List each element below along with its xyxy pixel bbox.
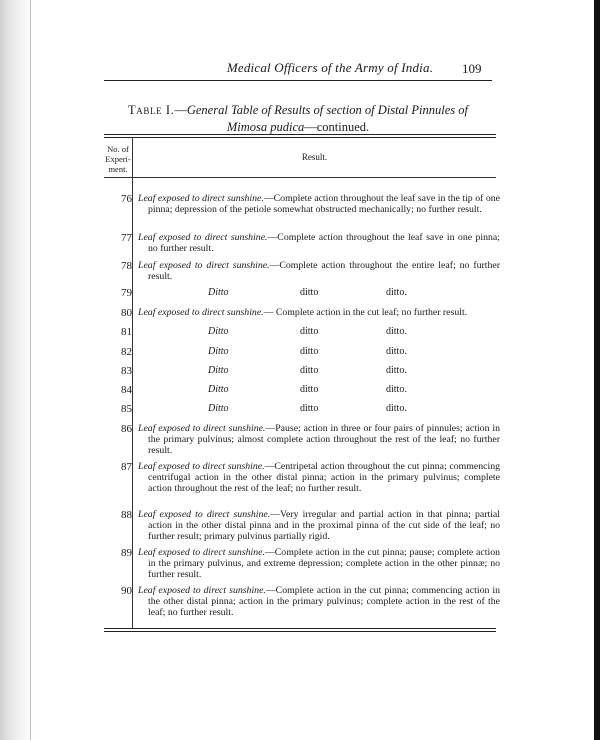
ditto-cell: Ditto [208,287,229,298]
ditto-cell: ditto. [386,384,407,395]
experiment-number: 85 [121,403,132,415]
table-title-main: General Table of Results of section of Distal Pinnules of [186,103,468,117]
experiment-number: 76 [121,193,132,205]
result-lead: Leaf exposed to direct sunshine. [138,461,265,472]
ditto-cell: ditto. [386,326,407,337]
experiment-number: 84 [121,384,132,396]
scanned-page-edge [0,0,34,740]
result-lead: Leaf exposed to direct sunshine. [138,307,264,318]
result-lead: Leaf exposed to direct sunshine. [138,547,265,558]
ditto-cell: ditto [300,403,319,414]
experiment-number: 81 [121,326,132,338]
result-lead: Leaf exposed to direct sunshine. [138,509,271,520]
page-number: 109 [462,61,482,76]
result-text [138,509,500,542]
result-lead: Leaf exposed to direct sunshine. [138,423,266,434]
result-text [138,423,500,456]
result-body: —Complete action throughout the leaf save in one pinna; no further result. [148,232,500,254]
result-body: —Centripetal action throughout the cut pinna; commencing centrifugal action in the other distal pinna; action in the primary pulvinus; complete action throughout the rest of the leaf; no further result. [148,461,500,494]
result-text [138,585,500,618]
result-text [138,260,500,282]
result-text [138,461,500,494]
result-body: —Complete action in the cut pinna; commencing action in the other distal pinna; action in the primary pulvinus; complete action in the rest of the leaf; no further result. [148,585,500,618]
ditto-cell: ditto [300,326,319,337]
ditto-cell: Ditto [208,326,229,337]
result-text [138,193,500,215]
scan-border [594,0,600,740]
ditto-cell: Ditto [208,365,229,376]
header-rule [104,80,492,81]
experiment-number: 88 [121,509,132,521]
ditto-cell: Ditto [208,403,229,414]
table-title-dash: — [174,103,187,117]
result-body: —Pause; action in three or four pairs of pinnules; action in the primary pulvinus; almost complete action throughout the rest of the leaf; no further result. [148,423,500,456]
result-body: —Very irregular and partial action in that pinna; partial action in the other distal pinna and in the proximal pinna of the cut side of the leaf; no further result; primary pulvinus partially rigid. [148,509,500,542]
experiment-number: 87 [121,461,132,473]
table-label: Table I. [128,103,175,117]
result-lead: Leaf exposed to direct sunshine. [138,193,264,204]
table-title [104,102,492,136]
ditto-cell: Ditto [208,384,229,395]
result-text [138,547,500,580]
experiment-number: 90 [121,585,132,597]
ditto-cell: ditto. [386,403,407,414]
result-body: — Complete action in the cut leaf; no further result. [263,307,468,318]
column-divider [132,138,133,628]
result-lead: Leaf exposed to direct sunshine. [138,260,270,271]
ditto-cell: ditto [300,365,319,376]
experiment-number: 79 [121,287,132,299]
result-body: —Complete action in the cut pinna; pause; complete action in the primary pulvinus, and extreme depression; complete action in the other pinnæ; no further result. [148,547,500,580]
ditto-cell: Ditto [208,346,229,357]
experiment-number: 89 [121,547,132,559]
experiment-number: 78 [121,260,132,272]
ditto-cell: ditto [300,346,319,357]
column-header-result: Result. [301,152,328,162]
result-lead: Leaf exposed to direct sunshine. [138,585,266,596]
experiment-number: 86 [121,423,132,435]
table-bottom-rule [104,628,496,632]
column-header-experiment-no: No. of Experi-ment. [105,144,131,174]
result-body: —Complete action throughout the leaf save in the tip of one pinna; depression of the petiole somewhat obstructed mechanically; no further result. [148,193,500,215]
experiment-number: 83 [121,365,132,377]
result-body: —Complete action throughout the entire leaf; no further result. [148,260,500,282]
result-lead: Leaf exposed to direct sunshine. [138,232,268,243]
experiment-number: 77 [121,232,132,244]
table-header-rule [104,177,496,178]
ditto-cell: ditto [300,287,319,298]
result-text [138,307,500,318]
result-text [138,232,500,254]
running-head: Medical Officers of the Army of India. [226,60,434,75]
experiment-number: 80 [121,307,132,319]
ditto-cell: ditto [300,384,319,395]
table-title-suffix: —continued. [304,120,370,134]
ditto-cell: ditto. [386,287,407,298]
table-top-rule [104,134,496,138]
table-title-species: Mimosa pudica [226,120,305,134]
ditto-cell: ditto. [386,365,407,376]
experiment-number: 82 [121,346,132,358]
ditto-cell: ditto. [386,346,407,357]
